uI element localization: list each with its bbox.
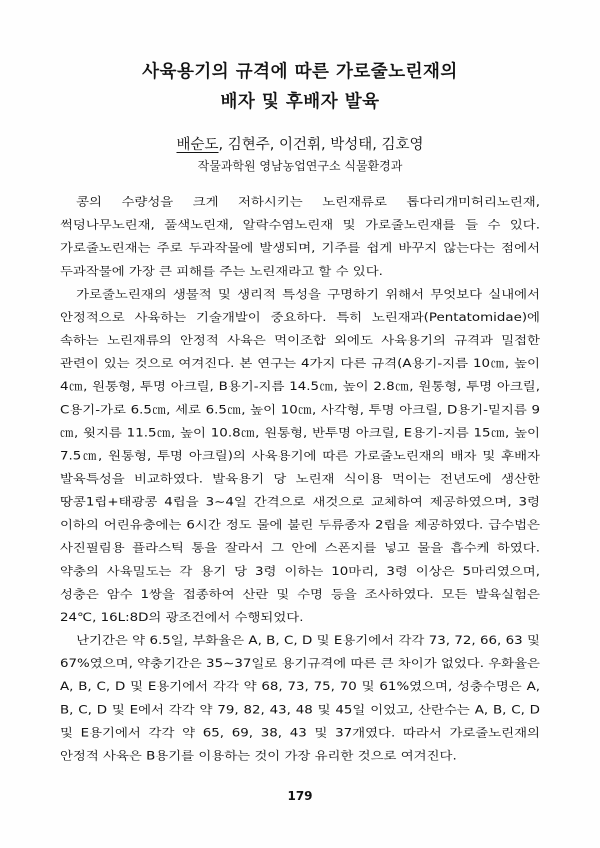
paper-title-line-2: 배자 및 후배자 발육 xyxy=(220,92,380,112)
page-number: 179 xyxy=(287,789,313,803)
paragraph-results: 난기간은 약 6.5일, 부화율은 A, B, C, D 및 E용기에서 각각 73, 72, 66, 63 및 67%였으며, 약충기간은 35∼37일로 용기규격에 따른 큰 차이가 없었다. 우화율은 A, B, C, D 및 E용기에서 각각 약 68, 73, 75, 70 및 61%였으며, 성충수명은 A, B, C, D 및 E에서 각각 약 79, 82, 43, 48 및 45일 이었고, 산란수는 A, B, C, D 및 E용기에서 각각 약 65, 69, 38, 43 및 37개였다. 따라서 가로줄노린재의 안정적 사육은 B용기를 이용하는 것이 가장 유리한 것으로 여겨진다. xyxy=(60,634,540,763)
paper-title-line-1: 사육용기의 규격에 따른 가로줄노린재의 xyxy=(142,62,458,82)
co-authors: , 김현주, 이건휘, 박성태, 김호영 xyxy=(218,137,424,153)
paragraph-methods: 가로줄노린재의 생물적 및 생리적 특성을 구명하기 위해서 무엇보다 실내에서 안정적으로 사육하는 기술개발이 중요하다. 특히 노린재과(Pentatomidae)에 속하는 노린재류의 안정적 사육은 먹이조합 외에도 사육용기의 규격과 밀접한 관련이 있는 것으로 여겨진다. 본 연구는 4가지 다른 규격(A용기-지름 10㎝, 높이 4㎝, 원통형, 투명 아크릴, B용기-지름 14.5㎝, 높이 2.8㎝, 원통형, 투명 아크릴, C용기-가로 6.5㎝, 세로 6.5㎝, 높이 10㎝, 사각형, 투명 아크릴, D용기-밑지름 9㎝, 윗지름 11.5㎝, 높이 10.8㎝, 원통형, 반투명 아크릴, E용기-지름 15㎝, 높이 7.5㎝, 원통형, 투명 아크릴)의 사육용기에 따른 가로줄노린재의 배자 및 후배자 발육특성을 비교하였다. 발육용기 당 노린재 식이용 먹이는 전년도에 생산한 땅콩1립+태광콩 4립을 3∼4일 간격으로 새것으로 교체하여 제공하였으며, 3령 이하의 어린유충에는 6시간 정도 물에 불린 두류종자 2립을 제공하였다. 급수법은 사진필림용 플라스틱 통을 잘라서 그 안에 스폰지를 넣고 물을 흡수케 하였다. 약충의 사육밀도는 각 용기 당 3령 이하는 10마리, 3령 이상은 5마리였으며, 성충은 암수 1쌍을 접종하여 산란 및 수명 등을 조사하였다. 모든 발육실험은 24℃, 16L:8D의 광조건에서 수행되었다. xyxy=(60,288,540,625)
presenting-author: 배순도 xyxy=(176,137,219,153)
paragraph-introduction: 콩의 수량성을 크게 저하시키는 노린재류로 톱다리개미허리노린재, 썩덩나무노린재, 풀색노린재, 알락수염노린재 및 가로줄노린재를 들 수 있다. 가로줄노린재는 주로 두과작물에 발생되며, 기주를 쉽게 바꾸지 않는다는 점에서 두과작물에 가장 큰 피해를 주는 노린재라고 할 수 있다. xyxy=(60,196,540,279)
author-list xyxy=(0,133,600,154)
affiliation: 작물과학원 영남농업연구소 식물환경과 xyxy=(197,159,403,173)
abstract-body xyxy=(60,191,540,768)
